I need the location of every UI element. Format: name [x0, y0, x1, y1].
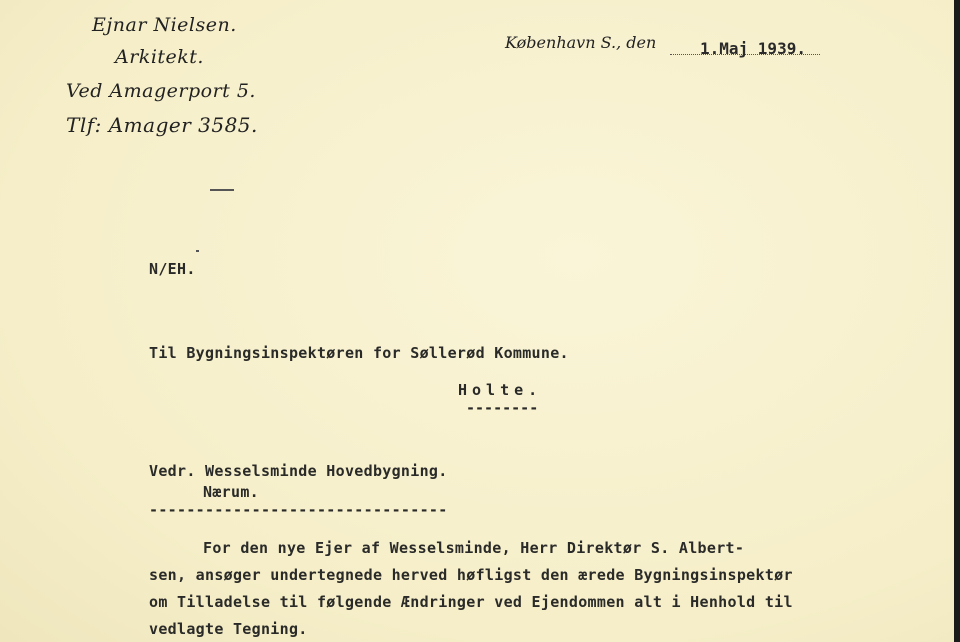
dateline-date: 1.Maj 1939.	[700, 39, 806, 58]
body-line-2: sen, ansøger undertegnede herved høfligst den ærede Bygningsinspektør	[149, 566, 793, 584]
body-line-3: om Tilladelse til følgende Ændringer ved Ejendommen alt i Henhold til	[149, 593, 793, 611]
recipient-city-underline: --------	[466, 399, 539, 417]
paper-mark	[210, 189, 234, 191]
page-edge	[954, 0, 960, 642]
body-line-4: vedlagte Tegning.	[149, 620, 308, 638]
dateline-place: København S., den	[505, 33, 657, 52]
reference-initials: N/EH.	[149, 260, 196, 278]
letterhead-name: Ejnar Nielsen.	[92, 14, 237, 36]
recipient-city: Holte.	[458, 381, 543, 399]
recipient-line: Til Bygningsinspektøren for Søllerød Kommune.	[149, 344, 569, 362]
body-line-1: For den nye Ejer af Wesselsminde, Herr Direktør S. Albert-	[203, 539, 745, 557]
letterhead-phone: Tlf: Amager 3585.	[66, 113, 258, 137]
subject-location: Nærum.	[203, 483, 259, 501]
subject-line: Vedr. Wesselsminde Hovedbygning.	[149, 462, 448, 480]
letterhead-title: Arkitekt.	[115, 46, 204, 68]
letterhead-address: Ved Amagerport 5.	[66, 80, 256, 102]
subject-underline: --------------------------------	[149, 501, 448, 519]
paper-mark	[196, 250, 199, 252]
